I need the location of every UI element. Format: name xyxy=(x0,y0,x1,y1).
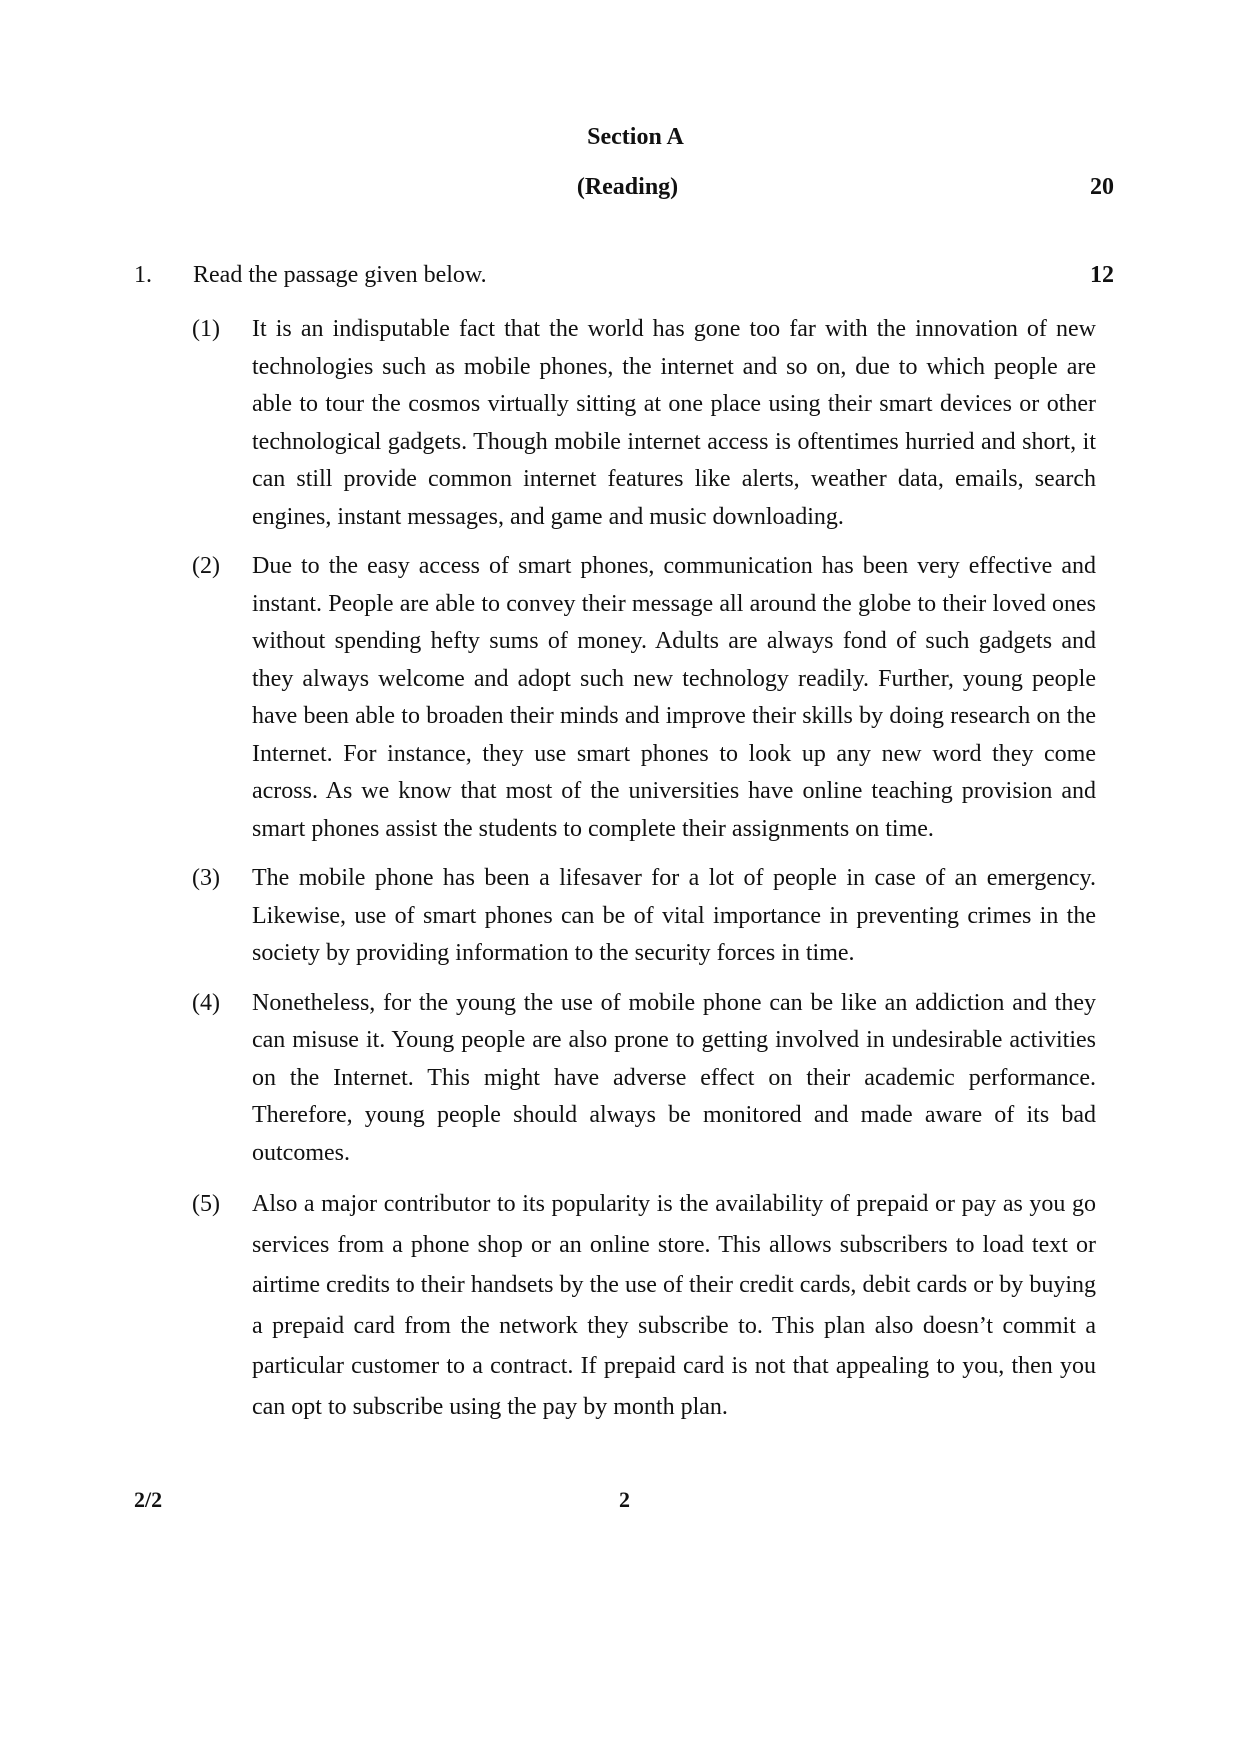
paragraph-5 xyxy=(192,1184,1096,1427)
section-marks: 20 xyxy=(1090,174,1114,200)
question-prompt: Read the passage given below. xyxy=(193,262,487,288)
paragraph-text: Due to the easy access of smart phones, communication has been very effective and instant. People are able to convey their message all around the globe to their loved ones without spending hefty sums of money. Adults are always fond of such gadgets and they always welcome and adopt such new technology readily. Further, young people have been able to broaden their minds and improve their skills by doing research on the Internet. For instance, they use smart phones to look up any new word they come across. As we know that most of the universities have online teaching provision and smart phones assist the students to complete their assignments on time. xyxy=(252,553,1096,842)
question-marks: 12 xyxy=(1090,262,1114,288)
page-number: 2 xyxy=(619,1487,630,1512)
paragraph-text: Also a major contributor to its popularity is the availability of prepaid or pay as you go services from a phone shop or an online store. This allows subscribers to load text or airtime credits to their handsets by the use of their credit cards, debit cards or by buying a prepaid card from the network they subscribe to. This plan also doesn’t commit a particular customer to a contract. If prepaid card is not that appealing to you, then you can opt to subscribe using the pay by month plan. xyxy=(252,1191,1096,1420)
paragraph-number: (4) xyxy=(192,989,220,1016)
paragraph-text: The mobile phone has been a lifesaver for a lot of people in case of an emergency. Likewise, use of smart phones can be of vital importance in preventing crimes in the society by providing information to the security forces in time. xyxy=(252,865,1096,966)
paragraph-1 xyxy=(192,311,1096,536)
paragraph-3 xyxy=(192,860,1096,973)
reading-passage xyxy=(192,311,1096,1439)
paragraph-number: (3) xyxy=(192,865,220,891)
paragraph-number: (2) xyxy=(192,553,220,579)
section-title: Section A xyxy=(587,124,684,150)
question-number: 1. xyxy=(134,262,152,288)
paragraph-number: (1) xyxy=(192,316,220,342)
paragraph-2 xyxy=(192,548,1096,848)
section-subtitle: (Reading) xyxy=(576,174,679,200)
paragraph-4 xyxy=(192,985,1096,1173)
footer-code: 2/2 xyxy=(134,1487,163,1512)
paragraph-text: Nonetheless, for the young the use of mobile phone can be like an addiction and they can misuse it. Young people are also prone to getting involved in undesirable activities on the Internet. This might have adverse effect on their academic performance. Therefore, young people should always be monitored and made aware of its bad outcomes. xyxy=(252,989,1096,1166)
paragraph-text: It is an indisputable fact that the world has gone too far with the innovation of new technologies such as mobile phones, the internet and so on, due to which people are able to tour the cosmos virtually sitting at one place using their smart devices or other technological gadgets. Though mobile internet access is oftentimes hurried and short, it can still provide common internet features like alerts, weather data, emails, search engines, instant messages, and game and music downloading. xyxy=(252,316,1096,530)
paragraph-number: (5) xyxy=(192,1191,220,1217)
